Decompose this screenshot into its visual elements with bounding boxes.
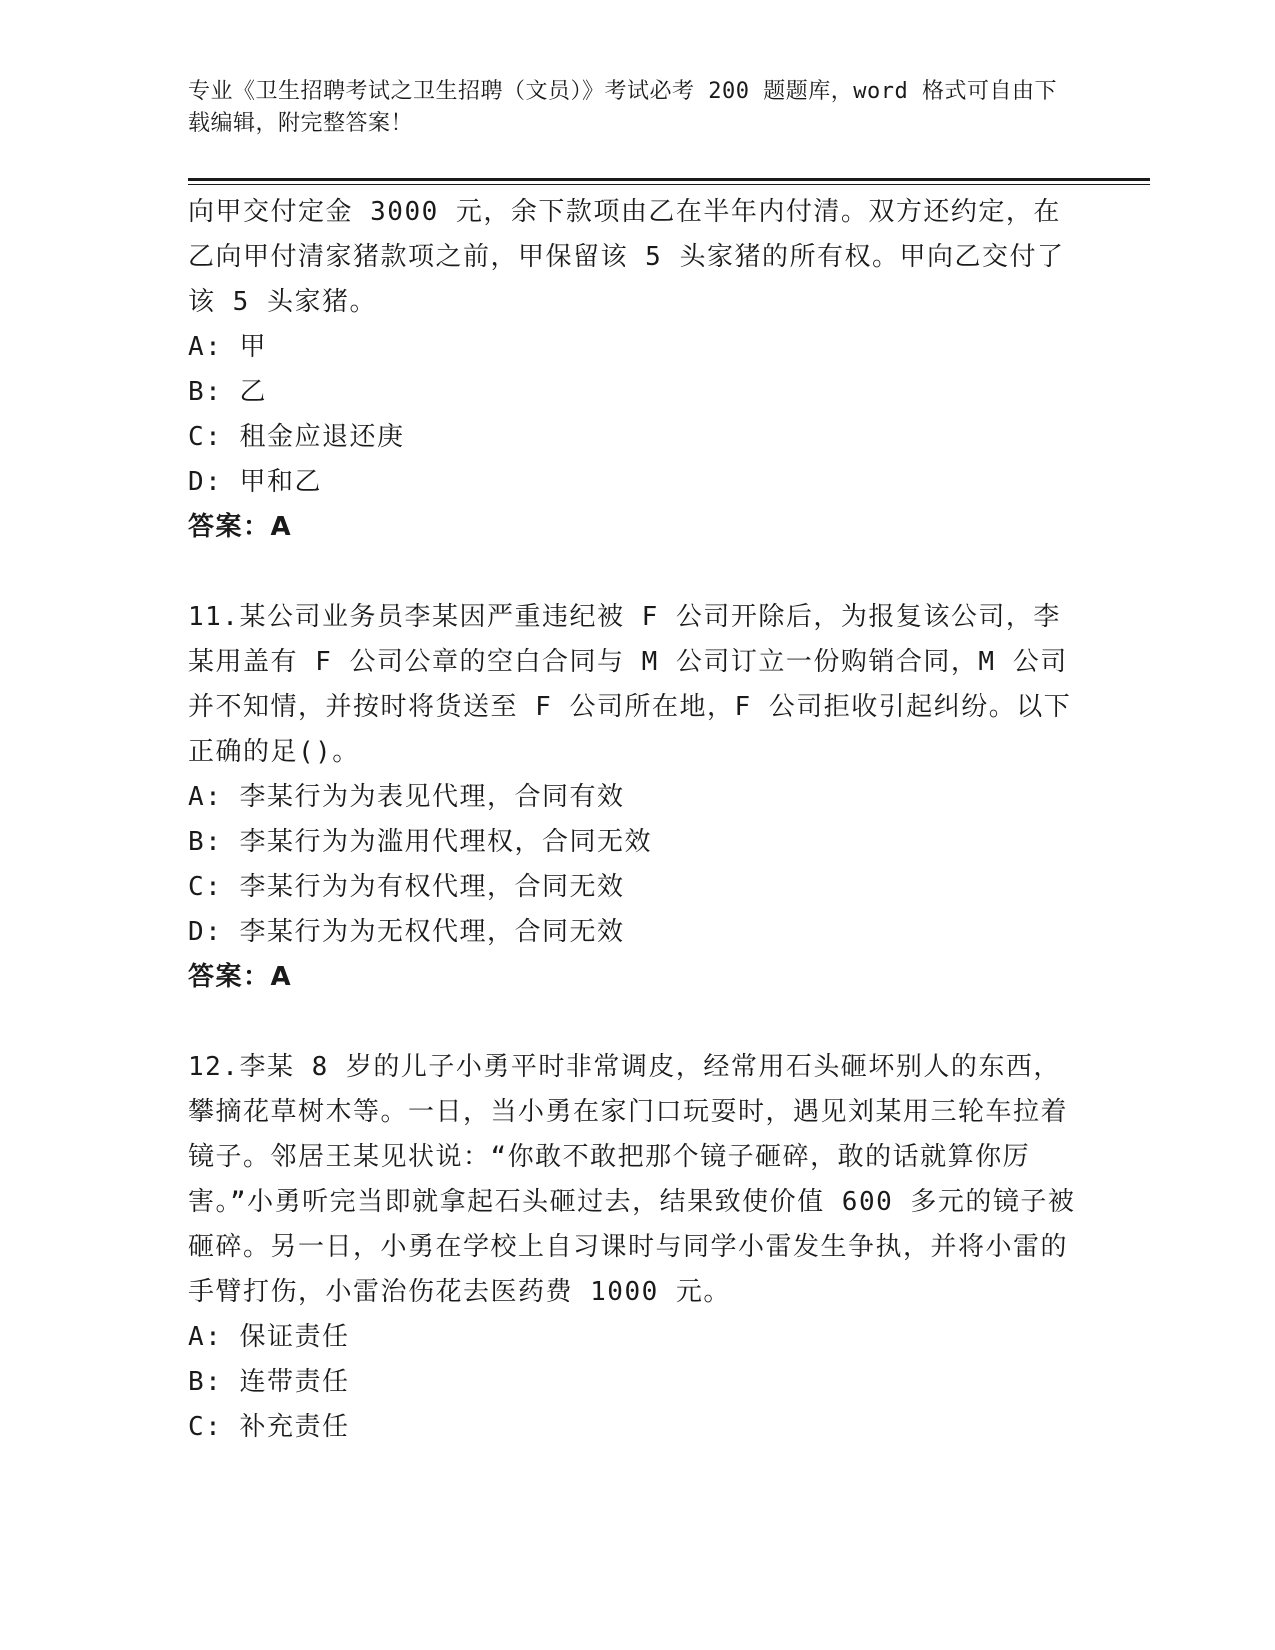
document-body <box>188 190 1088 1450</box>
option-c: C: 补充责任 <box>188 1412 350 1442</box>
question-11 <box>188 595 1088 1000</box>
header-divider-thin <box>188 184 1150 185</box>
answer-line: 答案：A <box>188 512 293 542</box>
option-a: A: 李某行为为表见代理，合同有效 <box>188 782 625 812</box>
option-a: A: 保证责任 <box>188 1322 350 1352</box>
question-10 <box>188 190 1088 550</box>
option-d: D: 甲和乙 <box>188 467 322 497</box>
spacer <box>188 550 1088 595</box>
option-b: B: 李某行为为滥用代理权，合同无效 <box>188 827 652 857</box>
question-text: 12.李某 8 岁的儿子小勇平时非常调皮，经常用石头砸坏别人的东西，攀摘花草树木等。一日，当小勇在家门口玩耍时，遇见刘某用三轮车拉着镜子。邻居王某见状说：“你敢不敢把那个镜子砸碎，敢的话就算你厉害。”小勇听完当即就拿起石头砸过去，结果致使价值 600 多元的镜子被砸碎。另一日，小勇在学校上自习课时与同学小雷发生争执，并将小雷的手臂打伤，小雷治伤花去医药费 1000 元。 <box>188 1052 1076 1307</box>
question-12 <box>188 1045 1088 1450</box>
question-text: 11.某公司业务员李某因严重违纪被 F 公司开除后，为报复该公司，李某用盖有 F 公司公章的空白合同与 M 公司订立一份购销合同，M 公司并不知情，并按时将货送至 F 公司所在地，F 公司拒收引起纠纷。以下正确的足()。 <box>188 602 1072 767</box>
answer-line: 答案：A <box>188 962 293 992</box>
option-d: D: 李某行为为无权代理，合同无效 <box>188 917 625 947</box>
spacer <box>188 1000 1088 1045</box>
option-b: B: 乙 <box>188 377 267 407</box>
option-c: C: 租金应退还庚 <box>188 422 405 452</box>
document-header: 专业《卫生招聘考试之卫生招聘（文员）》考试必考 200 题题库，word 格式可自由下载编辑，附完整答案！ <box>188 79 1057 136</box>
question-text: 向甲交付定金 3000 元，余下款项由乙在半年内付清。双方还约定，在乙向甲付清家猪款项之前，甲保留该 5 头家猪的所有权。甲向乙交付了该 5 头家猪。 <box>188 197 1065 317</box>
header-divider-thick <box>188 178 1150 181</box>
option-b: B: 连带责任 <box>188 1367 350 1397</box>
option-c: C: 李某行为为有权代理，合同无效 <box>188 872 625 902</box>
option-a: A: 甲 <box>188 332 267 362</box>
